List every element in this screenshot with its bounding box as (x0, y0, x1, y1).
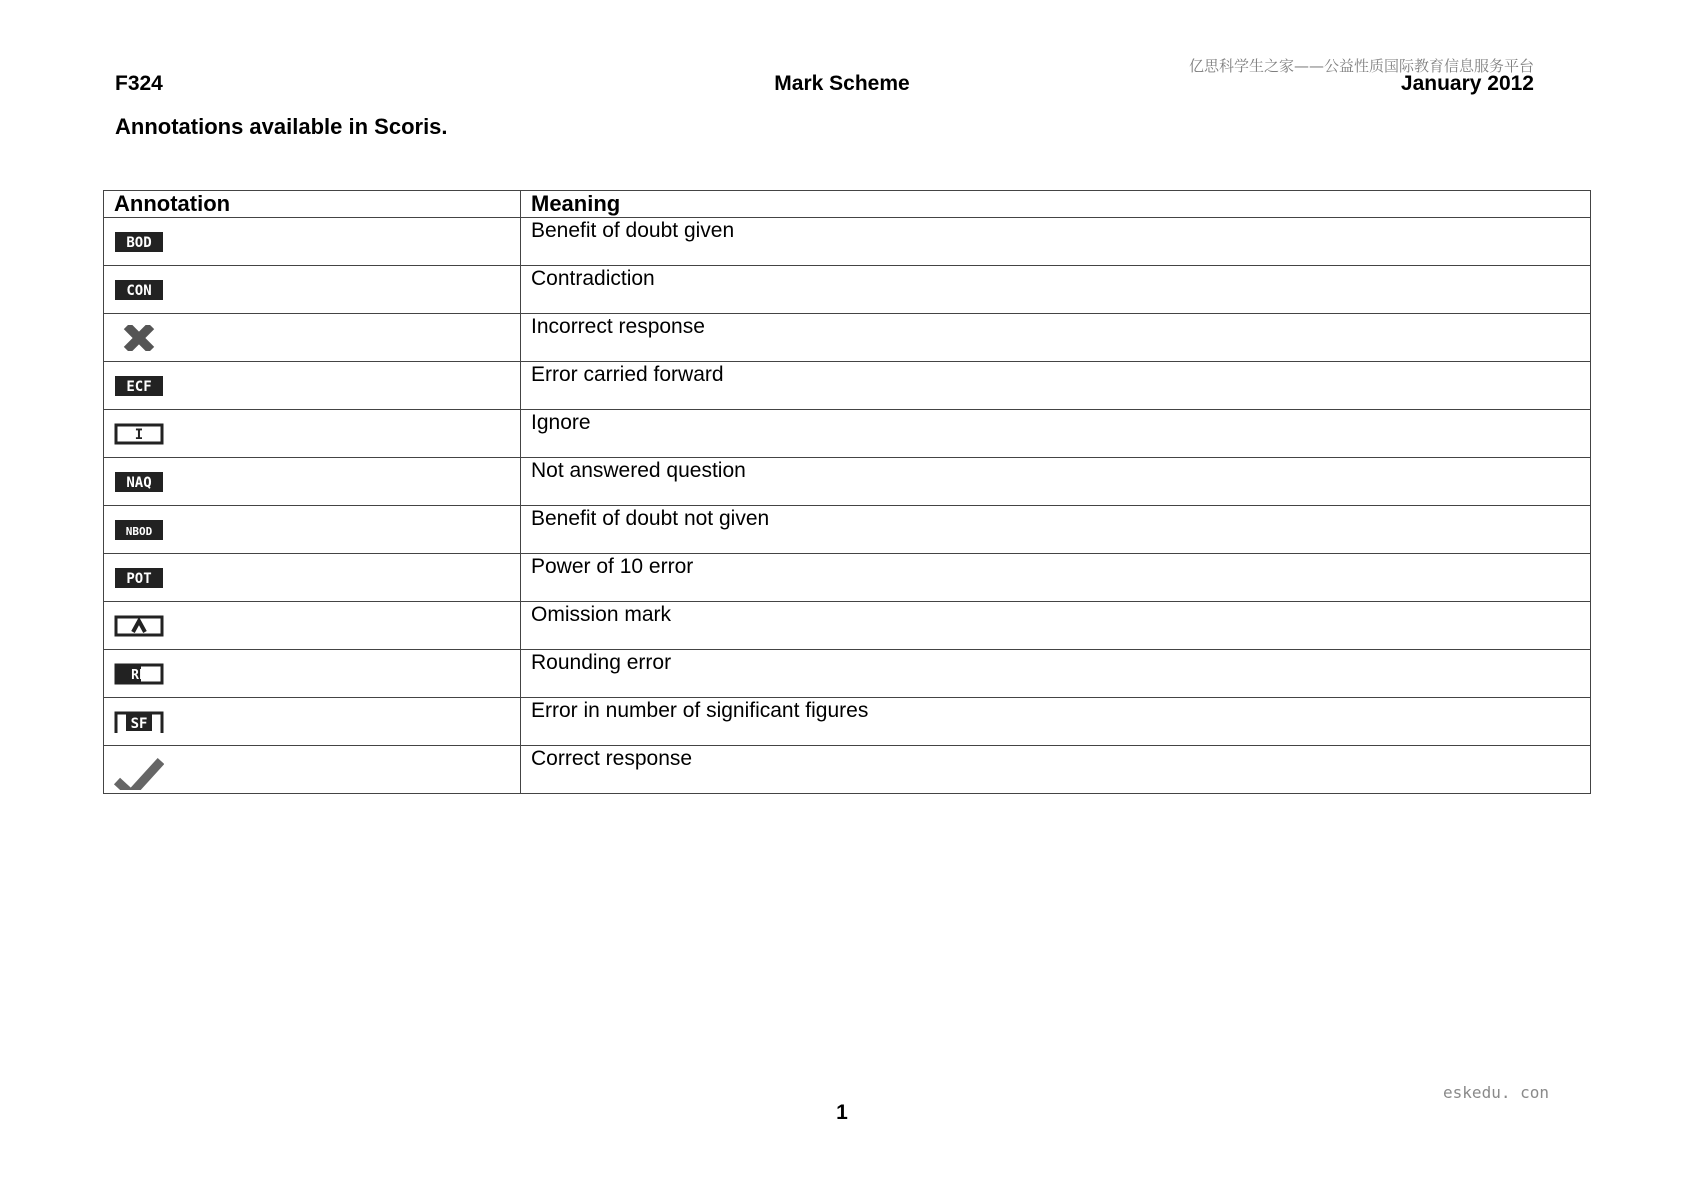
annotation-cell (104, 362, 521, 410)
svg-text:RE: RE (131, 667, 147, 683)
svg-text:ECF: ECF (126, 378, 152, 395)
ignore-icon (114, 421, 164, 447)
svg-text:NAQ: NAQ (126, 474, 152, 491)
meaning-cell: Not answered question (521, 458, 1591, 506)
meaning-cell: Correct response (521, 746, 1591, 794)
sf-icon (114, 709, 164, 735)
naq-icon (114, 469, 164, 495)
annotation-cell (104, 698, 521, 746)
table-row (104, 554, 1591, 602)
bod-icon (114, 229, 164, 255)
annotation-cell (104, 650, 521, 698)
table-row (104, 266, 1591, 314)
pot-icon (114, 565, 164, 591)
table-row (104, 506, 1591, 554)
watermark-top: 亿思科学生之家——公益性质国际教育信息服务平台 (1188, 57, 1534, 75)
annotations-table (103, 190, 1591, 794)
annotation-cell (104, 410, 521, 458)
annotation-cell (104, 506, 521, 554)
annotation-cell (104, 554, 521, 602)
table-row (104, 650, 1591, 698)
watermark-bottom: eskedu. con (1443, 1083, 1549, 1102)
ecf-icon (114, 373, 164, 399)
nbod-icon (114, 517, 164, 543)
column-header-meaning: Meaning (521, 191, 1591, 218)
re-icon (114, 661, 164, 687)
table-row (104, 602, 1591, 650)
subtitle: Annotations available in Scoris. (115, 114, 448, 139)
annotation-cell (104, 218, 521, 266)
table-row (104, 410, 1591, 458)
annotation-cell (104, 602, 521, 650)
meaning-cell: Rounding error (521, 650, 1591, 698)
svg-text:I: I (134, 426, 144, 443)
page-number: 1 (836, 1101, 848, 1124)
table-row (104, 698, 1591, 746)
meaning-cell: Ignore (521, 410, 1591, 458)
annotation-cell (104, 746, 521, 794)
table-header-row (104, 191, 1591, 218)
svg-text:BOD: BOD (126, 234, 152, 251)
paper-code: F324 (115, 72, 163, 95)
cross-icon (114, 325, 164, 351)
meaning-cell: Contradiction (521, 266, 1591, 314)
svg-text:CON: CON (126, 282, 152, 299)
con-icon (114, 277, 164, 303)
table-row (104, 314, 1591, 362)
table-row (104, 362, 1591, 410)
table-row (104, 218, 1591, 266)
meaning-cell: Benefit of doubt not given (521, 506, 1591, 554)
meaning-cell: Benefit of doubt given (521, 218, 1591, 266)
annotation-cell (104, 266, 521, 314)
annotation-cell (104, 314, 521, 362)
svg-text:SF: SF (130, 715, 148, 732)
meaning-cell: Error in number of significant figures (521, 698, 1591, 746)
caret-icon (114, 613, 164, 639)
meaning-cell: Power of 10 error (521, 554, 1591, 602)
svg-text:NBOD: NBOD (125, 524, 153, 538)
svg-text:POT: POT (126, 570, 152, 587)
annotation-cell (104, 458, 521, 506)
meaning-cell: Error carried forward (521, 362, 1591, 410)
exam-date: January 2012 (1400, 72, 1534, 95)
meaning-cell: Incorrect response (521, 314, 1591, 362)
table-row (104, 458, 1591, 506)
document-title: Mark Scheme (774, 72, 910, 95)
tick-icon (114, 750, 164, 790)
table-row (104, 746, 1591, 794)
meaning-cell: Omission mark (521, 602, 1591, 650)
column-header-annotation: Annotation (104, 191, 521, 218)
